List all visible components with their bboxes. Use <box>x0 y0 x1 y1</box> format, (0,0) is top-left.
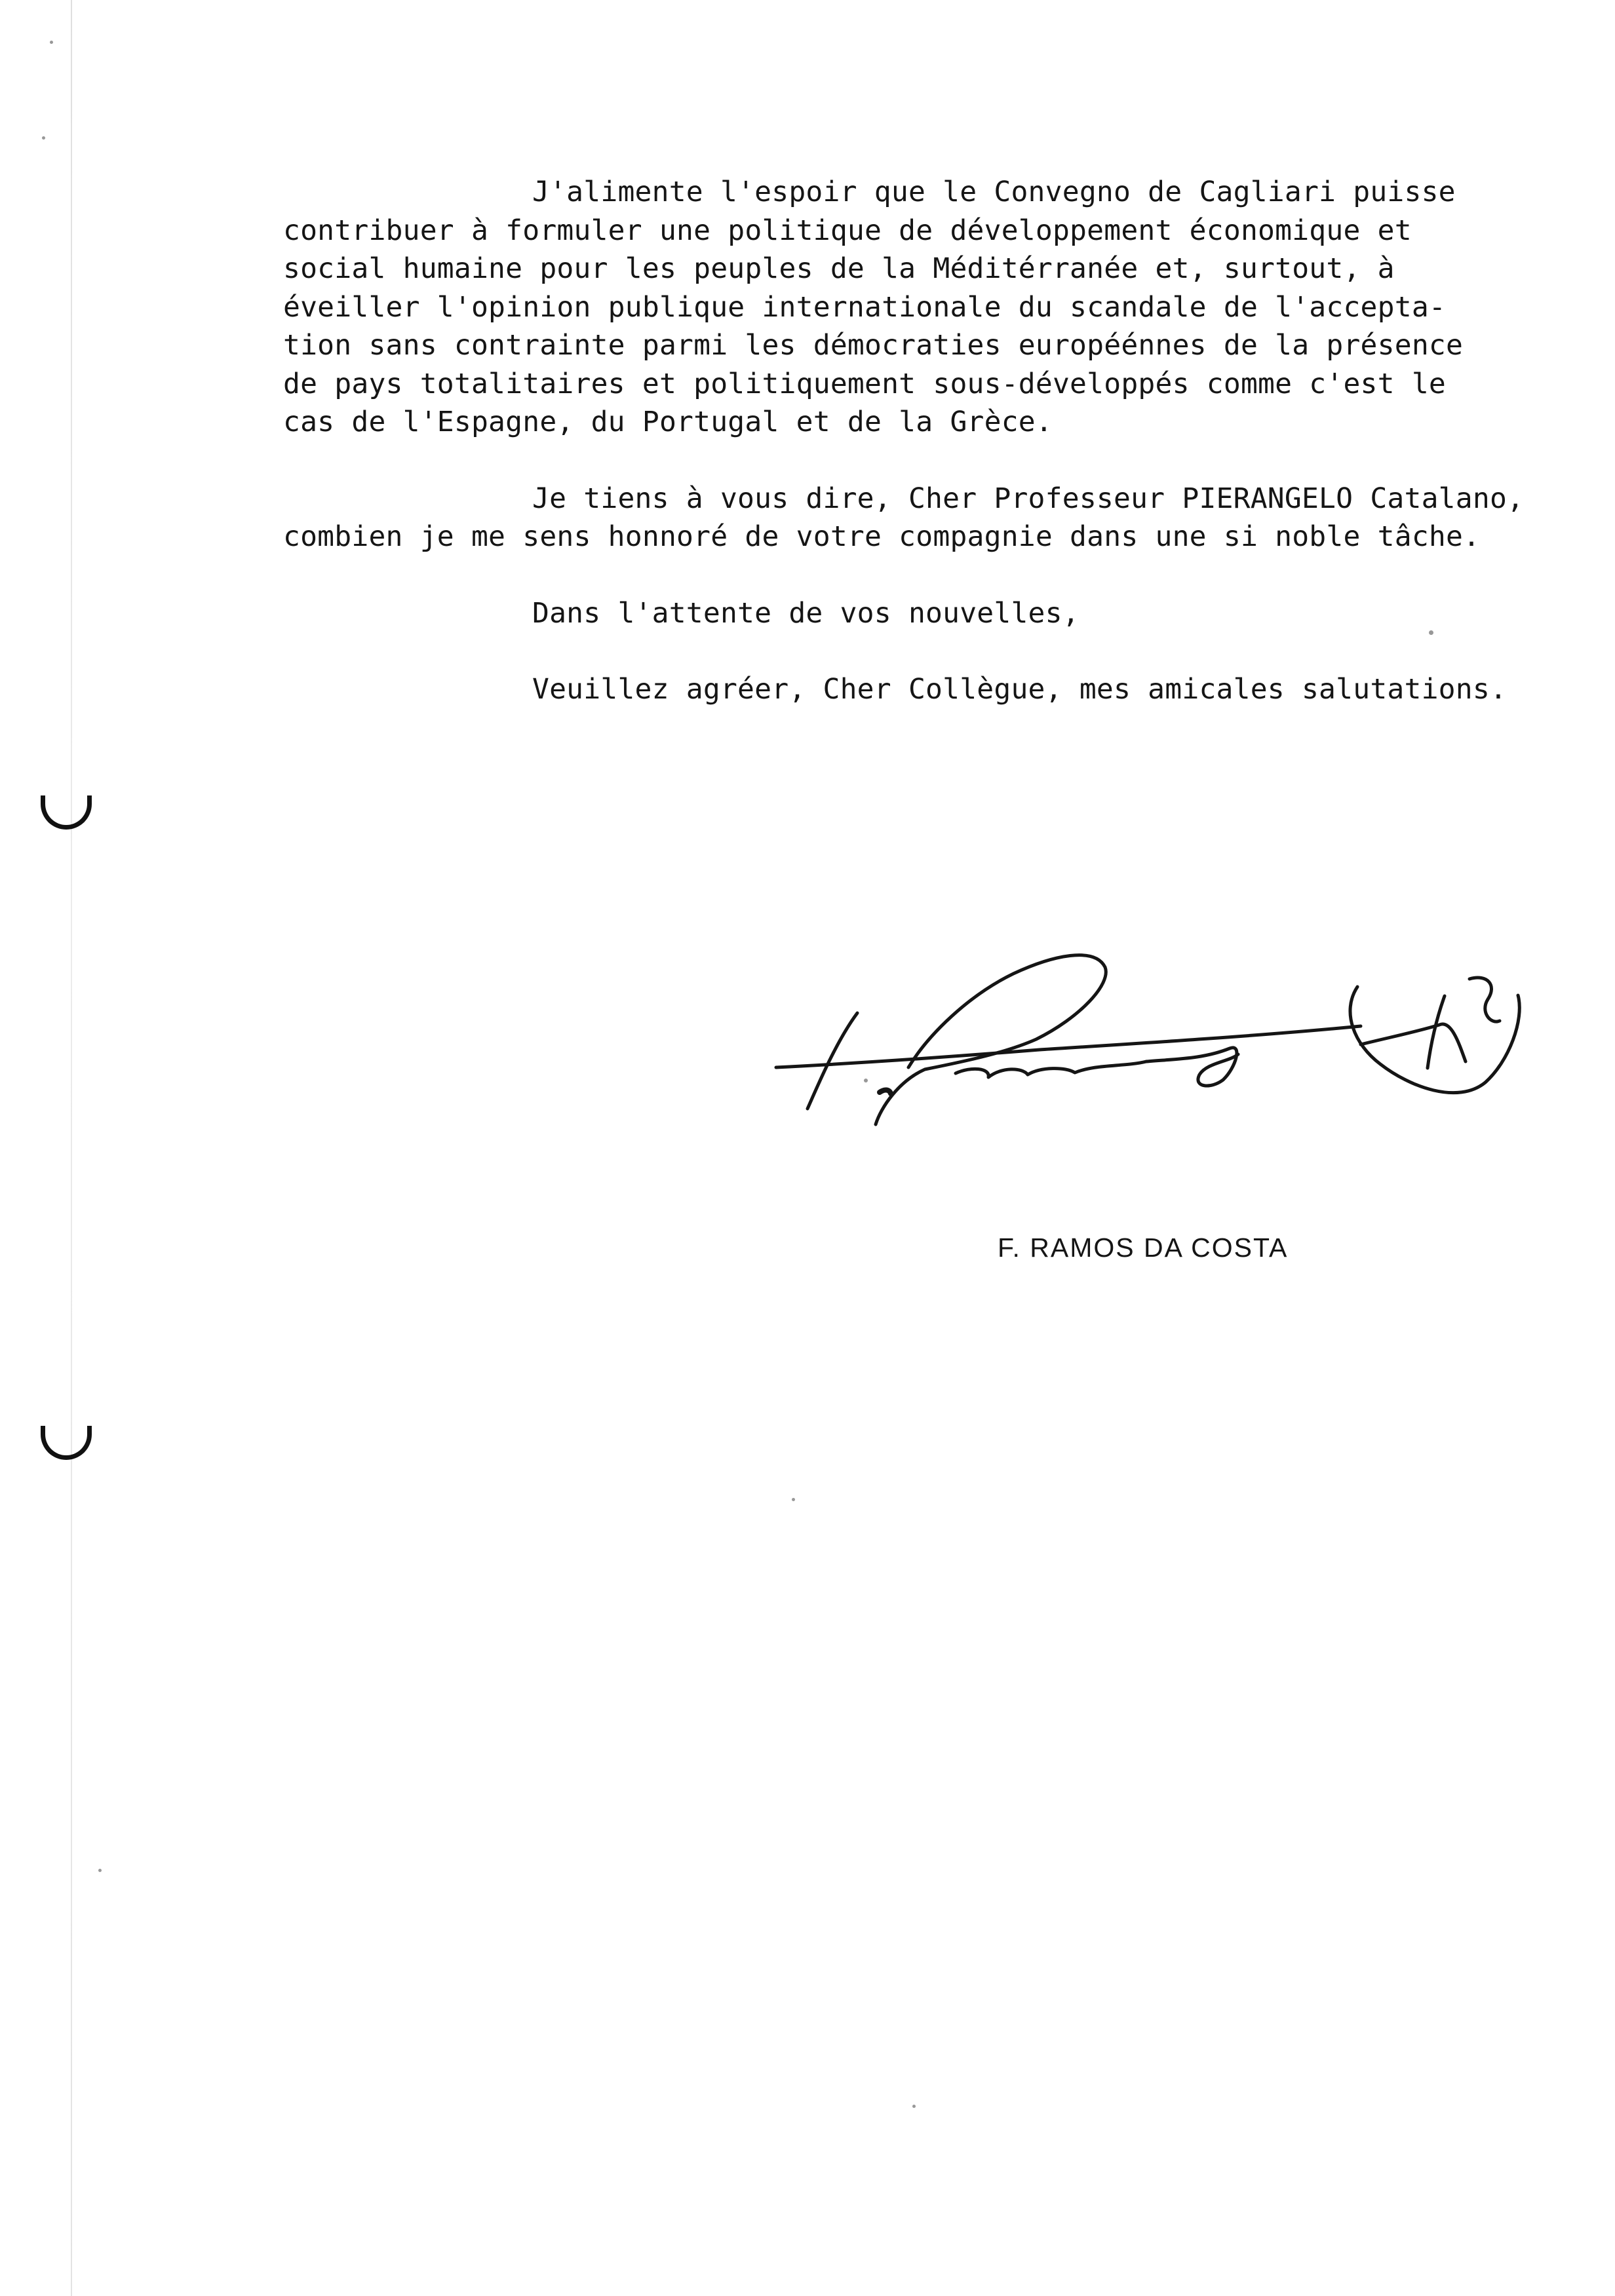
paragraph-3-line-1: Dans l'attente de vos nouvelles, <box>532 596 1080 630</box>
binder-ring-mark-bottom <box>41 1426 92 1460</box>
letter-body <box>283 173 1593 709</box>
paper-speck <box>42 136 45 140</box>
left-margin-line <box>71 0 72 2296</box>
paragraph-2-line-1: Je tiens à vous dire, Cher Professeur PIERANGELO Catalano, <box>532 482 1525 515</box>
paragraph-spacer <box>283 556 1593 594</box>
handwritten-signature <box>771 933 1544 1182</box>
signature-drawing <box>771 933 1544 1182</box>
paragraph-1-line-1: J'alimente l'espoir que le Convegno de Cagliari puisse <box>532 176 1456 208</box>
paragraph-1-line-5: tion sans contrainte parmi les démocraties européénnes de la présence <box>283 329 1464 362</box>
paragraph-1-line-6: de pays totalitaires et politiquement sous-développés comme c'est le <box>283 367 1446 400</box>
paragraph-1-line-3: social humaine pour les peuples de la Méditérranée et, surtout, à <box>283 252 1395 285</box>
paragraph-4-line-1: Veuillez agréer, Cher Collègue, mes amicales salutations. <box>532 673 1508 706</box>
signatory-name: F. RAMOS DA COSTA <box>998 1233 1289 1263</box>
paper-speck <box>50 41 53 44</box>
paper-speck <box>912 2105 916 2108</box>
paragraph-spacer <box>283 632 1593 670</box>
binder-ring-mark-top <box>41 795 92 830</box>
paper-speck <box>792 1498 795 1501</box>
paragraph-spacer <box>283 442 1593 480</box>
paragraph-1-line-2: contribuer à formuler une politique de développement économique et <box>283 214 1412 247</box>
paragraph-2-line-2: combien je me sens honnoré de votre compagnie dans une si noble tâche. <box>283 520 1481 553</box>
paragraph-1-line-7: cas de l'Espagne, du Portugal et de la Grèce. <box>283 406 1053 438</box>
paragraph-1-line-4: éveiller l'opinion publique internationale du scandale de l'accepta- <box>283 290 1446 324</box>
paper-speck <box>98 1869 102 1872</box>
